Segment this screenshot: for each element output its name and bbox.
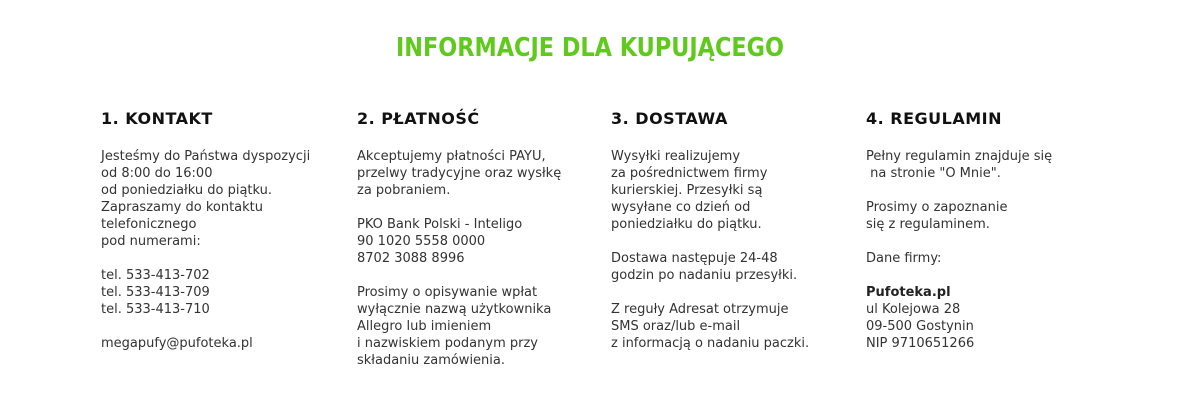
line-spacer bbox=[101, 318, 351, 335]
column-text bbox=[866, 148, 1116, 352]
text-line: z informacją o nadaniu paczki. bbox=[611, 336, 810, 351]
column-heading: 1. KONTAKT bbox=[101, 109, 213, 128]
line-spacer bbox=[866, 233, 1116, 250]
contact-column bbox=[101, 108, 351, 352]
text-line: Allegro lub imieniem bbox=[357, 319, 492, 334]
line-spacer bbox=[357, 199, 607, 216]
text-line: ul Kolejowa 28 bbox=[866, 302, 961, 317]
text-line: za pośrednictwem firmy bbox=[611, 166, 768, 181]
text-line: i nazwiskiem podanym przy bbox=[357, 336, 538, 351]
text-line: wysyłane co dzień od bbox=[611, 200, 751, 215]
text-line: za pobraniem. bbox=[357, 183, 451, 198]
text-line: od 8:00 do 16:00 bbox=[101, 166, 213, 181]
line-spacer bbox=[611, 284, 861, 301]
text-line: Akceptujemy płatności PAYU, bbox=[357, 149, 546, 164]
terms-column bbox=[866, 108, 1116, 352]
text-line: NIP 9710651266 bbox=[866, 336, 975, 351]
text-line: przelwy tradycyjne oraz wysłkę bbox=[357, 166, 562, 181]
line-spacer bbox=[866, 267, 1116, 284]
payment-column bbox=[357, 108, 607, 369]
text-line: 90 1020 5558 0000 bbox=[357, 234, 486, 249]
text-line: godzin po nadaniu przesyłki. bbox=[611, 268, 798, 283]
text-line: Zapraszamy do kontaktu bbox=[101, 200, 264, 215]
column-text bbox=[101, 148, 351, 352]
text-line: składaniu zamówienia. bbox=[357, 353, 506, 368]
text-line: Pufoteka.pl bbox=[866, 285, 951, 300]
page-title: INFORMACJE DLA KUPUJĄCEGO bbox=[395, 33, 785, 63]
text-line: od poniedziałku do piątku. bbox=[101, 183, 273, 198]
text-line: się z regulaminem. bbox=[866, 217, 990, 232]
delivery-column bbox=[611, 108, 861, 352]
column-text bbox=[357, 148, 607, 369]
text-line: Prosimy o zapoznanie bbox=[866, 200, 1008, 215]
column-heading: 2. PŁATNOŚĆ bbox=[357, 109, 480, 128]
text-line: Wysyłki realizujemy bbox=[611, 149, 741, 164]
text-line: na stronie "O Mnie". bbox=[866, 166, 1001, 181]
text-line: tel. 533-413-710 bbox=[101, 302, 210, 317]
text-line: Z reguły Adresat otrzymuje bbox=[611, 302, 789, 317]
text-line: wyłącznie nazwą użytkownika bbox=[357, 302, 552, 317]
text-line: tel. 533-413-709 bbox=[101, 285, 210, 300]
text-line: kurierskiej. Przesyłki są bbox=[611, 183, 763, 198]
column-heading: 3. DOSTAWA bbox=[611, 109, 728, 128]
text-line: Dostawa następuje 24-48 bbox=[611, 251, 778, 266]
text-line: Jesteśmy do Państwa dyspozycji bbox=[101, 149, 311, 164]
text-line: 8702 3088 8996 bbox=[357, 251, 465, 266]
text-line: Pełny regulamin znajduje się bbox=[866, 149, 1053, 164]
text-line: SMS oraz/lub e-mail bbox=[611, 319, 741, 334]
text-line: PKO Bank Polski - Inteligo bbox=[357, 217, 523, 232]
line-spacer bbox=[101, 250, 351, 267]
line-spacer bbox=[866, 182, 1116, 199]
text-line: 09-500 Gostynin bbox=[866, 319, 974, 334]
text-line: megapufy@pufoteka.pl bbox=[101, 336, 253, 351]
text-line: poniedziałku do piątku. bbox=[611, 217, 762, 232]
line-spacer bbox=[611, 233, 861, 250]
text-line: pod numerami: bbox=[101, 234, 201, 249]
text-line: Prosimy o opisywanie wpłat bbox=[357, 285, 538, 300]
text-line: Dane firmy: bbox=[866, 251, 942, 266]
line-spacer bbox=[357, 267, 607, 284]
text-line: tel. 533-413-702 bbox=[101, 268, 210, 283]
column-heading: 4. REGULAMIN bbox=[866, 109, 1002, 128]
text-line: telefonicznego bbox=[101, 217, 197, 232]
column-text bbox=[611, 148, 861, 352]
